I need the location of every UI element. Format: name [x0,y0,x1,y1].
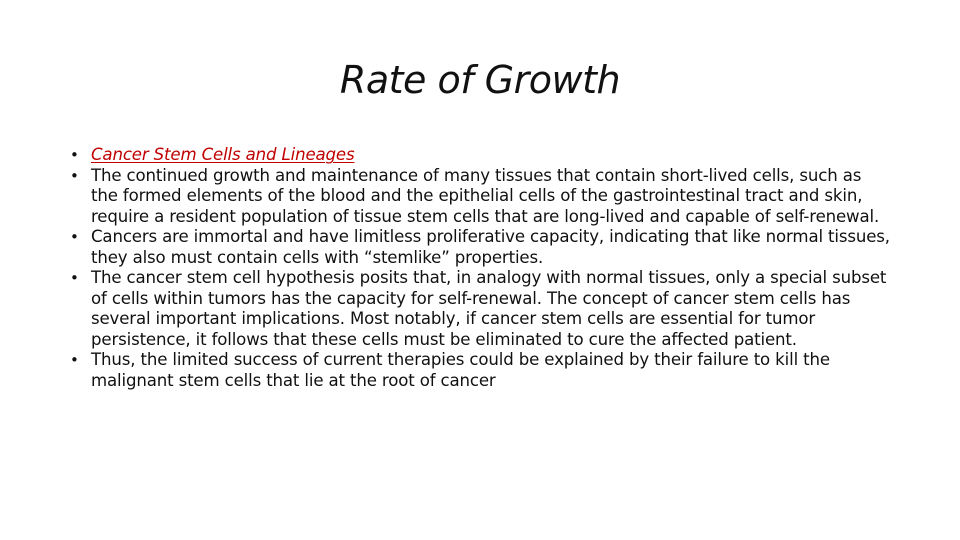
bullet-dot: • [70,228,79,246]
bullet-text: Thus, the limited success of current therapies could be explained by their failure to kill the malignant stem cells that lie at the root of cancer [91,350,830,390]
bullet-dot: • [70,269,79,287]
bullet-text: The continued growth and maintenance of many tissues that contain short-lived cells, such as the formed elements of the blood and the epithelial cells of the gastrointestinal tract and skin, require a resident population of tissue stem cells that are long-lived and capable of self-renewal. [91,165,880,226]
slide-title: Rate of Growth [339,58,621,102]
bullet-item [70,350,890,391]
bullet-dot: • [70,146,79,164]
section-heading-link[interactable]: Cancer Stem Cells and Lineages [91,145,355,164]
bullet-dot: • [70,351,79,369]
bullet-text: Cancers are immortal and have limitless proliferative capacity, indicating that like normal tissues, they also must contain cells with “stemlike” properties. [91,227,890,267]
bullet-list [70,145,890,391]
bullet-text: The cancer stem cell hypothesis posits that, in analogy with normal tissues, only a special subset of cells within tumors has the capacity for self-renewal. The concept of cancer stem cells has several important implications. Most notably, if cancer stem cells are essential for tumor persistence, it follows that these cells must be eliminated to cure the affected patient. [91,268,887,349]
bullet-item-heading [70,145,890,166]
bullet-item [70,227,890,268]
bullet-item [70,166,890,228]
bullet-dot: • [70,166,79,185]
bullet-item [70,268,890,350]
